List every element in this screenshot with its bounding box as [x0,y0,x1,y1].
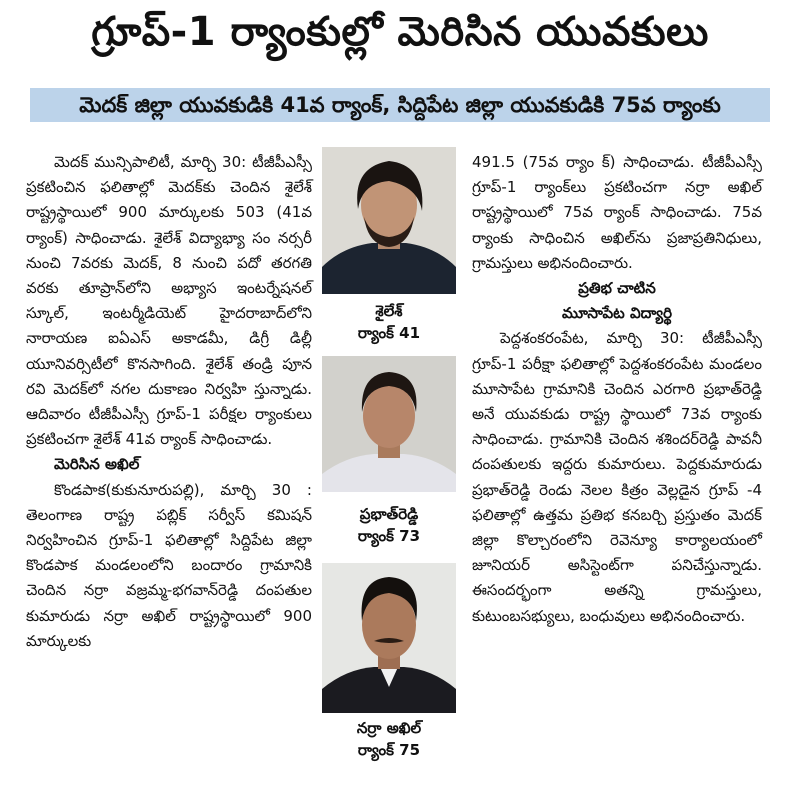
caption-rank: ర్యాంక్ 73 [357,527,421,545]
caption-prabhath-reddy [322,503,456,547]
portrait-photo-prabhath-reddy [322,356,456,492]
prabhath-heading-line1: ప్రతిభ చాటిన [578,279,656,298]
akhil-paragraph: కొండపాక(కుకునూరుపల్లి), మార్చి 30 : తెలంగాణ రాష్ట్ర పబ్లిక్ సర్వీస్ కమిషన్ నిర్వహించిన గ్రూప్-1 ఫలితాల్లో సిద్దిపేట జిల్లా కొండపాక మండలంలోని బందారం గ్రామానికి చెందిన నర్రా వజ్రమ్మ-భగవాన్‌రెడ్డి దంపతుల కుమారుడు నర్రా అఖిల్ రాష్ట్రస్థాయిలో 900 మార్కులకు [26,480,312,650]
caption-name: ప్రభాత్‌రెడ్డి [359,505,419,523]
prabhath-heading-line2: మూసాపేట విద్యార్థి [561,304,673,323]
portrait-photo-shailesh [322,147,456,294]
left-column [26,150,312,654]
caption-rank: ర్యాంక్ 41 [357,324,421,342]
right-column [472,150,762,629]
subheadline: మెదక్ జిల్లా యువకుడికి 41వ ర్యాంక్, సిద్దిపేట జిల్లా యువకుడికి 75వ ర్యాంకు [30,88,770,122]
caption-rank: ర్యాంక్ 75 [357,741,421,759]
akhil-section-heading: మెరిసిన అఖిల్ [54,455,140,474]
shailesh-paragraph: మెదక్ మున్సిపాలిటీ, మార్చి 30: టీజీపీఎస్సీ ప్రకటించిన ఫలితాల్లో మెదక్‌కు చెందిన శైలేశ్ రాష్ట్రస్థాయిలో 900 మార్కులకు 503 (41వ ర్యాంక్) సాధించాడు. శైలేశ్ విద్యాభ్యా సం నర్సరీ నుంచి 7వరకు మెదక్, 8 నుంచి పదో తరగతి వరకు తూప్రాన్‌లోని అభ్యాస ఇంటర్నేషనల్ స్కూల్, ఇంటర్మీడియెట్ హైదరాబాద్‌లోని నారాయణ ఐఏఎస్ అకాడమీ, డిగ్రీ డిల్లీ యూనివర్సిటీలో కొనసాగింది. శైలేశ్ తండ్రి పూన రవి మెదక్‌లో నగల దుకాణం నిర్వహి స్తున్నాడు. ఆదివారం టీజీపీఎస్సీ గ్రూప్-1 పరీక్షల ర్యాంకులు ప్రకటించగా శైలేశ్ 41వ ర్యాంక్ సాధించాడు. [26,153,312,449]
prabhath-paragraph: పెద్దశంకరంపేట, మార్చి 30: టీజీపీఎస్సీ గ్రూప్-1 పరీక్షా ఫలితాల్లో పెద్దశంకరంపేట మండలం మూసాపేట గ్రామానికి చెందిన ఎరగారి ప్రభాత్‌రెడ్డి అనే యువకుడు రాష్ట్ర స్థాయిలో 73వ ర్యాంకు సాధించాడు. గ్రామానికి చెందిన శశిందర్‌రెడ్డి పావనీ దంపతులకు ఇద్దరు కుమారులు. పెద్దకుమారుడు ప్రభాత్‌రెడ్డి రెండు నెలల కిత్రం వెల్లడైన గ్రూప్ -4 ఫలితాల్లో ఉత్తమ ప్రతిభ కనబర్చి ప్రస్తుతం మెదక్ జిల్లా కొల్చారంలోని రెవెన్యూ కార్యాలయంలో జూనియర్ అసిస్టెంట్‌గా పనిచేస్తున్నాడు. ఈసందర్భంగా అతన్ని గ్రామస్తులు, కుటుంబసభ్యులు, బంధువులు అభినందించారు. [472,329,762,625]
headline: గ్రూప్-1 ర్యాంకుల్లో మెరిసిన యువకులు [91,9,709,55]
caption-akhil [322,717,456,761]
caption-name: శైలేశ్ [375,302,403,320]
portrait-photo-akhil [322,563,456,713]
akhil-paragraph-continued: 491.5 (75వ ర్యాం క్) సాధించాడు. టీజీపీఎస్సీ గ్రూప్-1 ర్యాంక్‌లు ప్రకటించగా నర్రా అఖిల్ రాష్ట్రస్థాయిలో 75వ ర్యాంక్ సాధించాడు. 75వ ర్యాంకు సాధించిన అఖిల్‌ను ప్రజాప్రతినిధులు, గ్రామస్తులు అభినందించారు. [472,153,762,272]
caption-shailesh [322,300,456,344]
caption-name: నర్రా అఖిల్ [356,719,422,737]
